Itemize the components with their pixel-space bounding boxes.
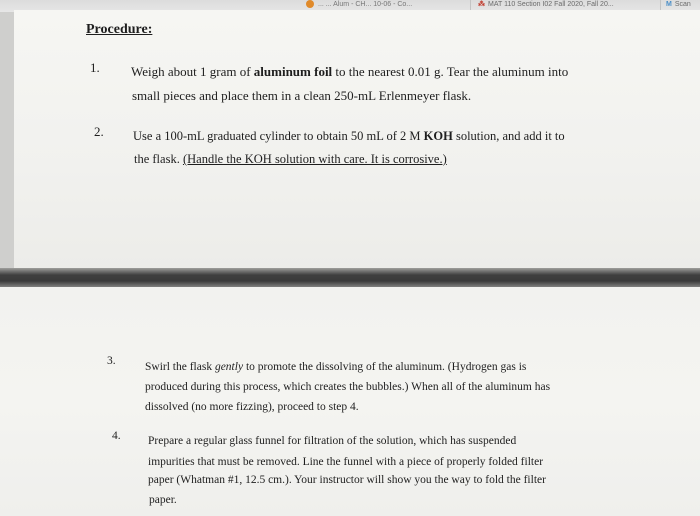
step-text-line: paper. <box>149 494 177 506</box>
browser-tab-document[interactable]: ... ... Alum - CH... 10-06 - Co... <box>318 1 413 8</box>
step-text-line: impurities that must be removed. Line the funnel with a piece of properly folded filter <box>148 456 544 468</box>
step-text-line: Weigh about 1 gram of aluminum foil to the nearest 0.01 g. Tear the aluminum into <box>131 64 569 79</box>
step-text-line: paper (Whatman #1, 12.5 cm.). Your instructor will show you the way to fold the filter <box>148 474 546 486</box>
tab-favicon <box>306 0 314 8</box>
m-icon: M <box>666 1 672 8</box>
step-text-line: small pieces and place them in a clean 250-mL Erlenmeyer flask. <box>132 88 472 103</box>
page-gap-divider <box>0 268 700 288</box>
safety-warning: (Handle the KOH solution with care. It is corrosive.) <box>182 152 447 166</box>
step-number: 4. <box>112 430 121 442</box>
step-number: 3. <box>107 355 116 367</box>
step-text-line: Swirl the flask gently to promote the dissolving of the aluminum. (Hydrogen gas is <box>145 361 527 373</box>
browser-tab-course[interactable]: ⁂ MAT 110 Section I02 Fall 2020, Fall 20... <box>478 1 614 8</box>
procedure-heading: Procedure: <box>86 22 153 37</box>
step-text-line: Use a 100-mL graduated cylinder to obtain 50 mL of 2 M KOH solution, and add it to <box>133 129 565 143</box>
course-icon: ⁂ <box>478 1 485 8</box>
step-text-line: dissolved (no more fizzing), proceed to step 4. <box>145 401 359 413</box>
step-number: 2. <box>94 124 104 139</box>
step-number: 1. <box>90 60 100 75</box>
browser-tab-scan[interactable]: M Scan <box>666 1 691 8</box>
step-text-line: Prepare a regular glass funnel for filtration of the solution, which has suspended <box>148 435 517 447</box>
step-text-line: produced during this process, which creates the bubbles.) When all of the aluminum has <box>145 381 551 393</box>
step-text-line: the flask. (Handle the KOH solution with care. It is corrosive.) <box>134 152 447 166</box>
